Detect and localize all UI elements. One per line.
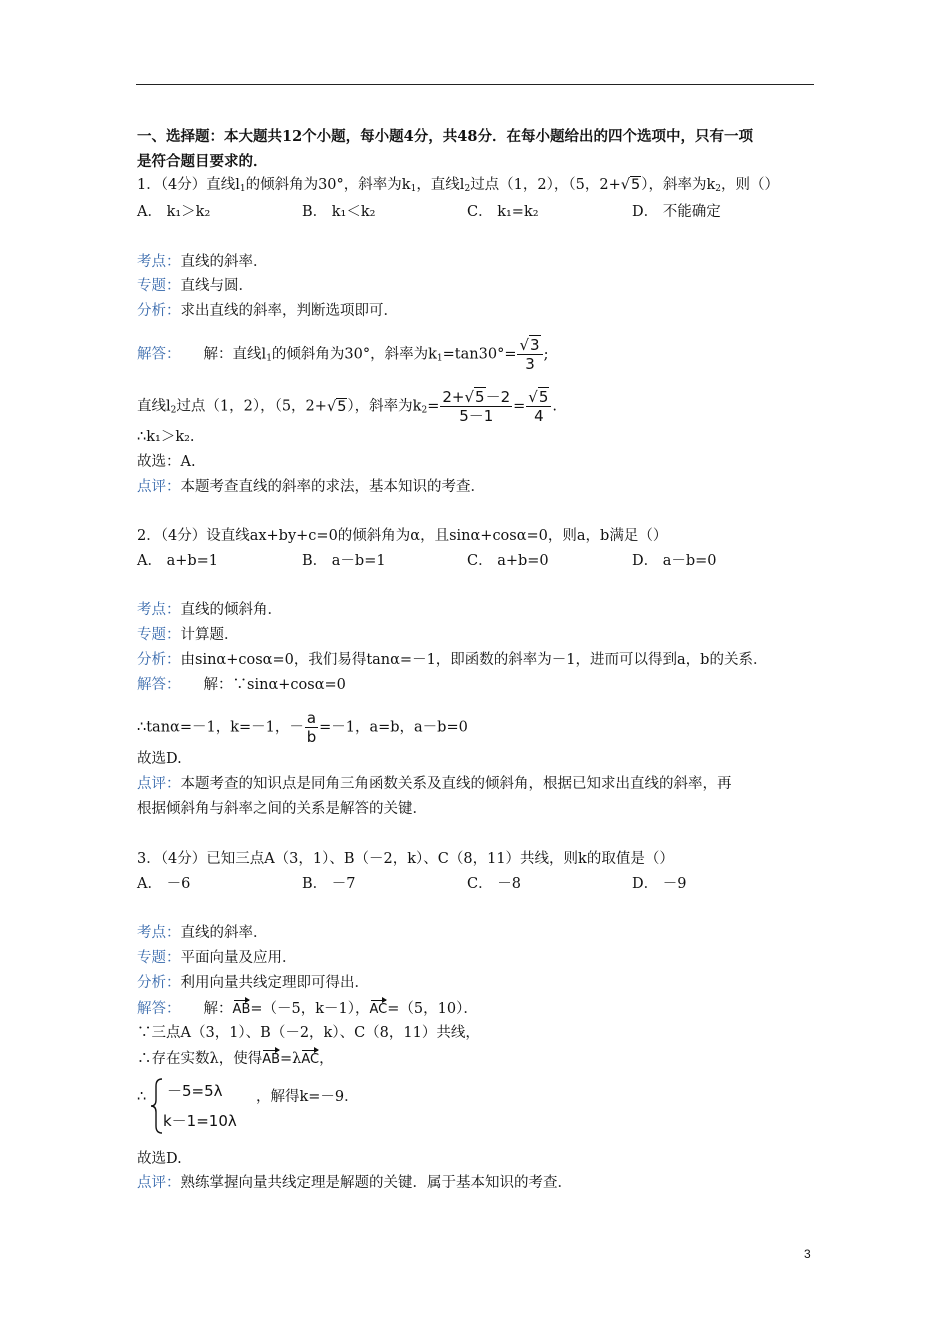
sqrt-symbol: √5 bbox=[620, 177, 641, 193]
q1-zhuanti: 专题：直线与圆． bbox=[137, 278, 253, 294]
q3-option-a: A． －6 bbox=[137, 876, 191, 892]
q1-dianping: 点评：本题考查直线的斜率的求法，基本知识的考查． bbox=[137, 479, 485, 495]
q3-zhuanti: 专题：平面向量及应用． bbox=[137, 950, 297, 966]
q2-option-c: C． a+b=0 bbox=[467, 553, 549, 569]
system-eq-2: k－1=10λ bbox=[163, 1112, 237, 1130]
page-number: 3 bbox=[804, 1247, 811, 1261]
section-title: 一、选择题：本大题共12个小题，每小题4分，共48分．在每小题给出的四个选项中，只有一项 bbox=[137, 128, 753, 145]
q3-dianping: 点评：熟练掌握向量共线定理是解题的关键．属于基本知识的考查． bbox=[137, 1175, 572, 1191]
q1-option-c: C． k₁=k₂ bbox=[467, 204, 539, 220]
q2-option-a: A． a+b=1 bbox=[137, 553, 219, 569]
fraction-sqrt3-over-3: $\frac{√3}{3}$ bbox=[517, 336, 542, 373]
q3-option-c: C． －8 bbox=[467, 876, 521, 892]
q1-jieda-3: ∴k₁＞k₂. bbox=[137, 429, 195, 445]
q2-jieda-1: 解答： 解：∵sinα+cosα=0 bbox=[137, 677, 346, 693]
q3-option-b: B． －7 bbox=[302, 876, 356, 892]
q1-option-a: A． k₁＞k₂ bbox=[137, 204, 211, 220]
left-brace-icon bbox=[150, 1078, 164, 1134]
vector-ac: AC bbox=[370, 997, 388, 1017]
q1-stem: 1．（4分）直线$l_1$的倾斜角为30°，斜率为$k_1$，直线$l_2$过点（1，2），（5，2+√5），斜率为$k_2$，则（） bbox=[137, 177, 780, 194]
q3-solve: ，解得k=－9． bbox=[256, 1089, 359, 1105]
q1-kaodian: 考点：直线的斜率． bbox=[137, 254, 268, 270]
q3-jieda-3: ∴存在实数λ，使得AB=λAC， bbox=[137, 1047, 334, 1069]
q2-jieda-2: ∴tanα=－1，k=－1，－ $\frac{a}{b}$ =－1，a=b，a－b=0 bbox=[137, 709, 468, 746]
q2-option-b: B． a－b=1 bbox=[302, 553, 386, 569]
q2-option-d: D． a－b=0 bbox=[632, 553, 717, 569]
q2-jieda-3: 故选D. bbox=[137, 751, 182, 767]
section-title-cont: 是符合题目要求的． bbox=[137, 153, 268, 170]
vector-ab: AB bbox=[233, 997, 251, 1017]
q1-jieda-4: 故选：A. bbox=[137, 454, 196, 470]
system-eq-1: －5=5λ bbox=[167, 1082, 223, 1100]
fraction-slope: $\frac{2+√5-2}{5-1}$ bbox=[442, 388, 511, 425]
q1-jieda-2: 直线$l_2$过点（1，2），（5，2+√5），斜率为$k_2=$ $\frac{2+√5-2}{5-1}$ = $\frac{√5}{4}$ . bbox=[137, 388, 558, 425]
q2-kaodian: 考点：直线的倾斜角． bbox=[137, 602, 282, 618]
vector-ab: AB bbox=[262, 1047, 280, 1067]
q3-stem: 3．（4分）已知三点A（3，1）、B（－2，k）、C（8，11）共线，则k的取值是（） bbox=[137, 851, 674, 867]
vector-ac: AC bbox=[301, 1047, 319, 1067]
q1-option-b: B． k₁＜k₂ bbox=[302, 204, 376, 220]
q3-fenxi: 分析：利用向量共线定理即可得出． bbox=[137, 975, 369, 991]
q1-jieda-1: 解答： 解：直线$l_1$的倾斜角为30°，斜率为$k_1=\tan 30^\circ=$ $\frac{√3}{3}$ ; bbox=[137, 336, 549, 373]
fraction-sqrt5-over-4: $\frac{√5}{4}$ bbox=[526, 388, 551, 425]
q1-fenxi: 分析：求出直线的斜率，判断选项即可． bbox=[137, 303, 398, 319]
q3-jieda-5: 故选D. bbox=[137, 1151, 182, 1167]
q2-zhuanti: 专题：计算题． bbox=[137, 627, 239, 643]
q2-stem: 2．（4分）设直线ax+by+c=0的倾斜角为α，且sinα+cosα=0，则a，b满足（） bbox=[137, 528, 668, 544]
q3-option-d: D． －9 bbox=[632, 876, 687, 892]
q3-jieda-1: 解答： 解：AB=（－5，k－1），AC=（5，10）． bbox=[137, 997, 478, 1019]
q2-fenxi: 分析：由sinα+cosα=0，我们易得tanα=－1，即函数的斜率为－1，进而可以得到a，b的关系． bbox=[137, 652, 768, 668]
fraction-a-over-b: $\frac{a}{b}$ bbox=[306, 709, 317, 746]
q2-dianping-1: 点评：本题考查的知识点是同角三角函数关系及直线的倾斜角，根据已知求出直线的斜率，再 bbox=[137, 776, 732, 792]
header-rule bbox=[136, 84, 814, 85]
q3-jieda-2: ∵三点A（3，1）、B（－2，k）、C（8，11）共线， bbox=[137, 1025, 480, 1041]
q2-dianping-2: 根据倾斜角与斜率之间的关系是解答的关键． bbox=[137, 801, 427, 817]
q3-kaodian: 考点：直线的斜率． bbox=[137, 925, 268, 941]
q1-option-d: D． 不能确定 bbox=[632, 204, 721, 220]
q3-therefore: ∴ bbox=[137, 1089, 147, 1105]
